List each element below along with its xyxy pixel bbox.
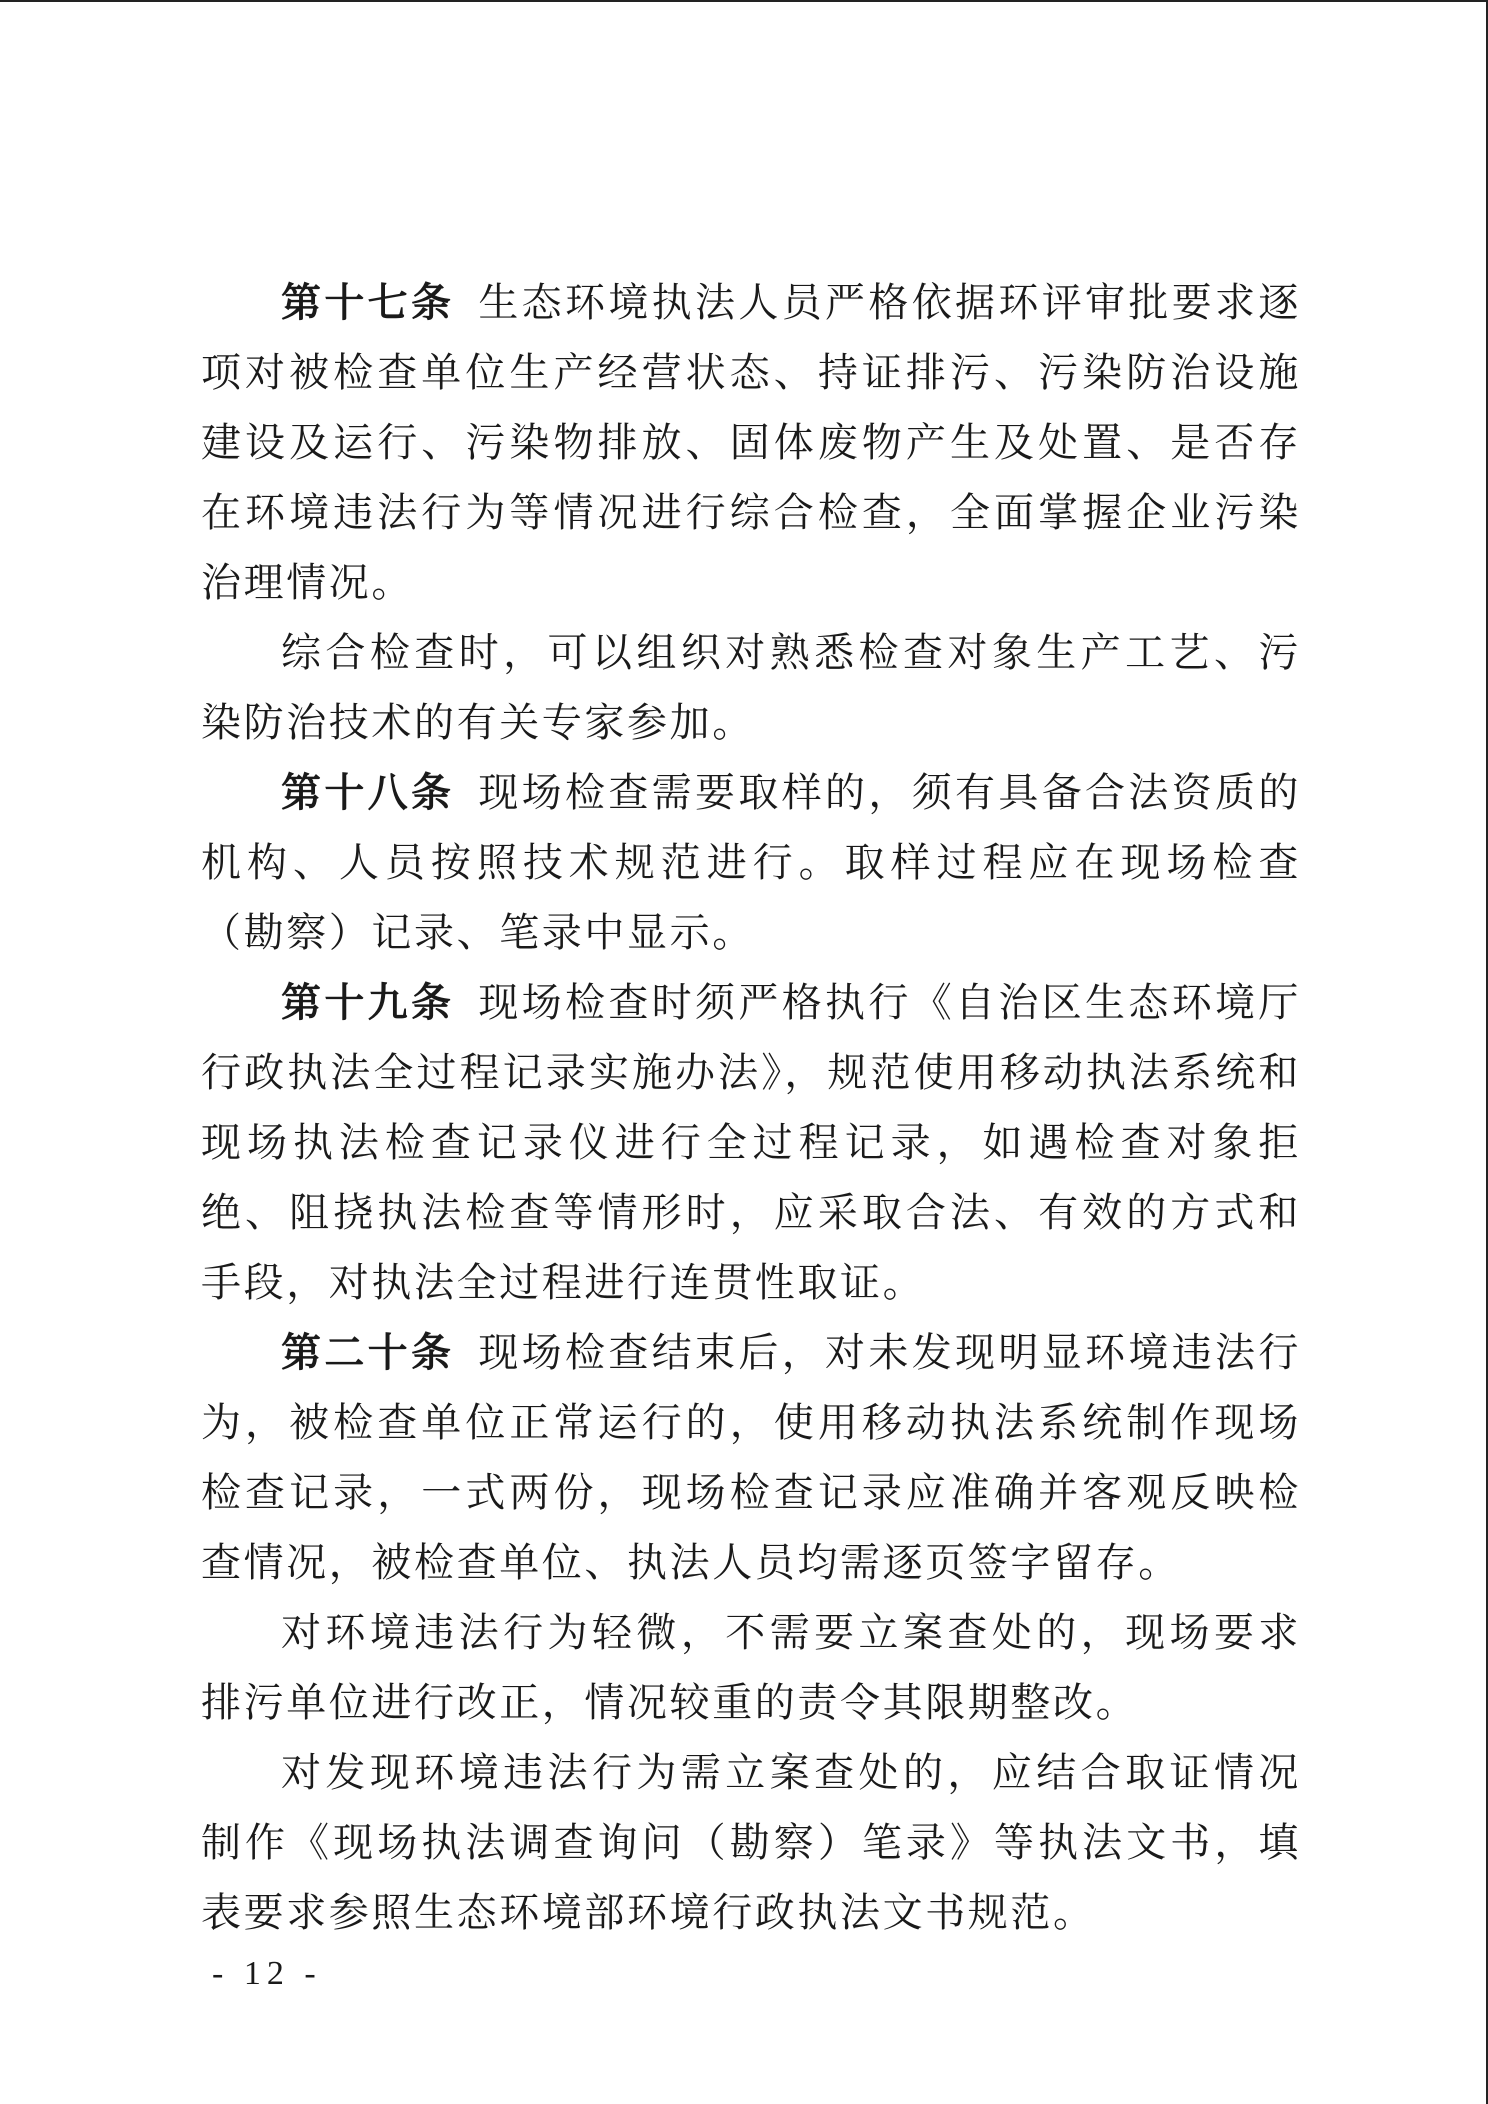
paragraph (201, 1598, 1301, 1738)
paragraph-article-20 (201, 1318, 1301, 1598)
paragraph-article-18 (201, 758, 1301, 968)
paragraph-text: 现场检查时须严格执行《自治区生态环境厅行政执法全过程记录实施办法》，规范使用移动执法系统和现场执法检查记录仪进行全过程记录，如遇检查对象拒绝、阻挠执法检查等情形时，应采取合法、有效的方式和手段，对执法全过程进行连贯性取证。 (201, 980, 1301, 1306)
article-label: 第十八条 (281, 770, 455, 816)
paragraph-article-19 (201, 968, 1301, 1318)
paragraph (201, 618, 1301, 758)
paragraph-article-17 (201, 268, 1301, 618)
paragraph-text: 现场检查结束后，对未发现明显环境违法行为，被检查单位正常运行的，使用移动执法系统制作现场检查记录，一式两份，现场检查记录应准确并客观反映检查情况，被检查单位、执法人员均需逐页签字留存。 (201, 1330, 1301, 1586)
paragraph-text: 生态环境执法人员严格依据环评审批要求逐项对被检查单位生产经营状态、持证排污、污染防治设施建设及运行、污染物排放、固体废物产生及处置、是否存在环境违法行为等情况进行综合检查，全面掌握企业污染治理情况。 (201, 280, 1301, 606)
page-number: - 12 - (212, 1955, 322, 1992)
page-top-border (0, 0, 1488, 2)
article-label: 第十九条 (281, 980, 455, 1026)
article-label: 第二十条 (281, 1330, 455, 1376)
article-label: 第十七条 (281, 280, 455, 326)
paragraph-text: 对发现环境违法行为需立案查处的，应结合取证情况制作《现场执法调查询问（勘察）笔录》等执法文书，填表要求参照生态环境部环境行政执法文书规范。 (201, 1750, 1301, 1936)
document-body (201, 268, 1301, 1948)
paragraph (201, 1738, 1301, 1948)
paragraph-text: 现场检查需要取样的，须有具备合法资质的机构、人员按照技术规范进行。取样过程应在现场检查（勘察）记录、笔录中显示。 (201, 770, 1301, 956)
paragraph-text: 综合检查时，可以组织对熟悉检查对象生产工艺、污染防治技术的有关专家参加。 (201, 630, 1301, 746)
paragraph-text: 对环境违法行为轻微，不需要立案查处的，现场要求排污单位进行改正，情况较重的责令其限期整改。 (201, 1610, 1301, 1726)
